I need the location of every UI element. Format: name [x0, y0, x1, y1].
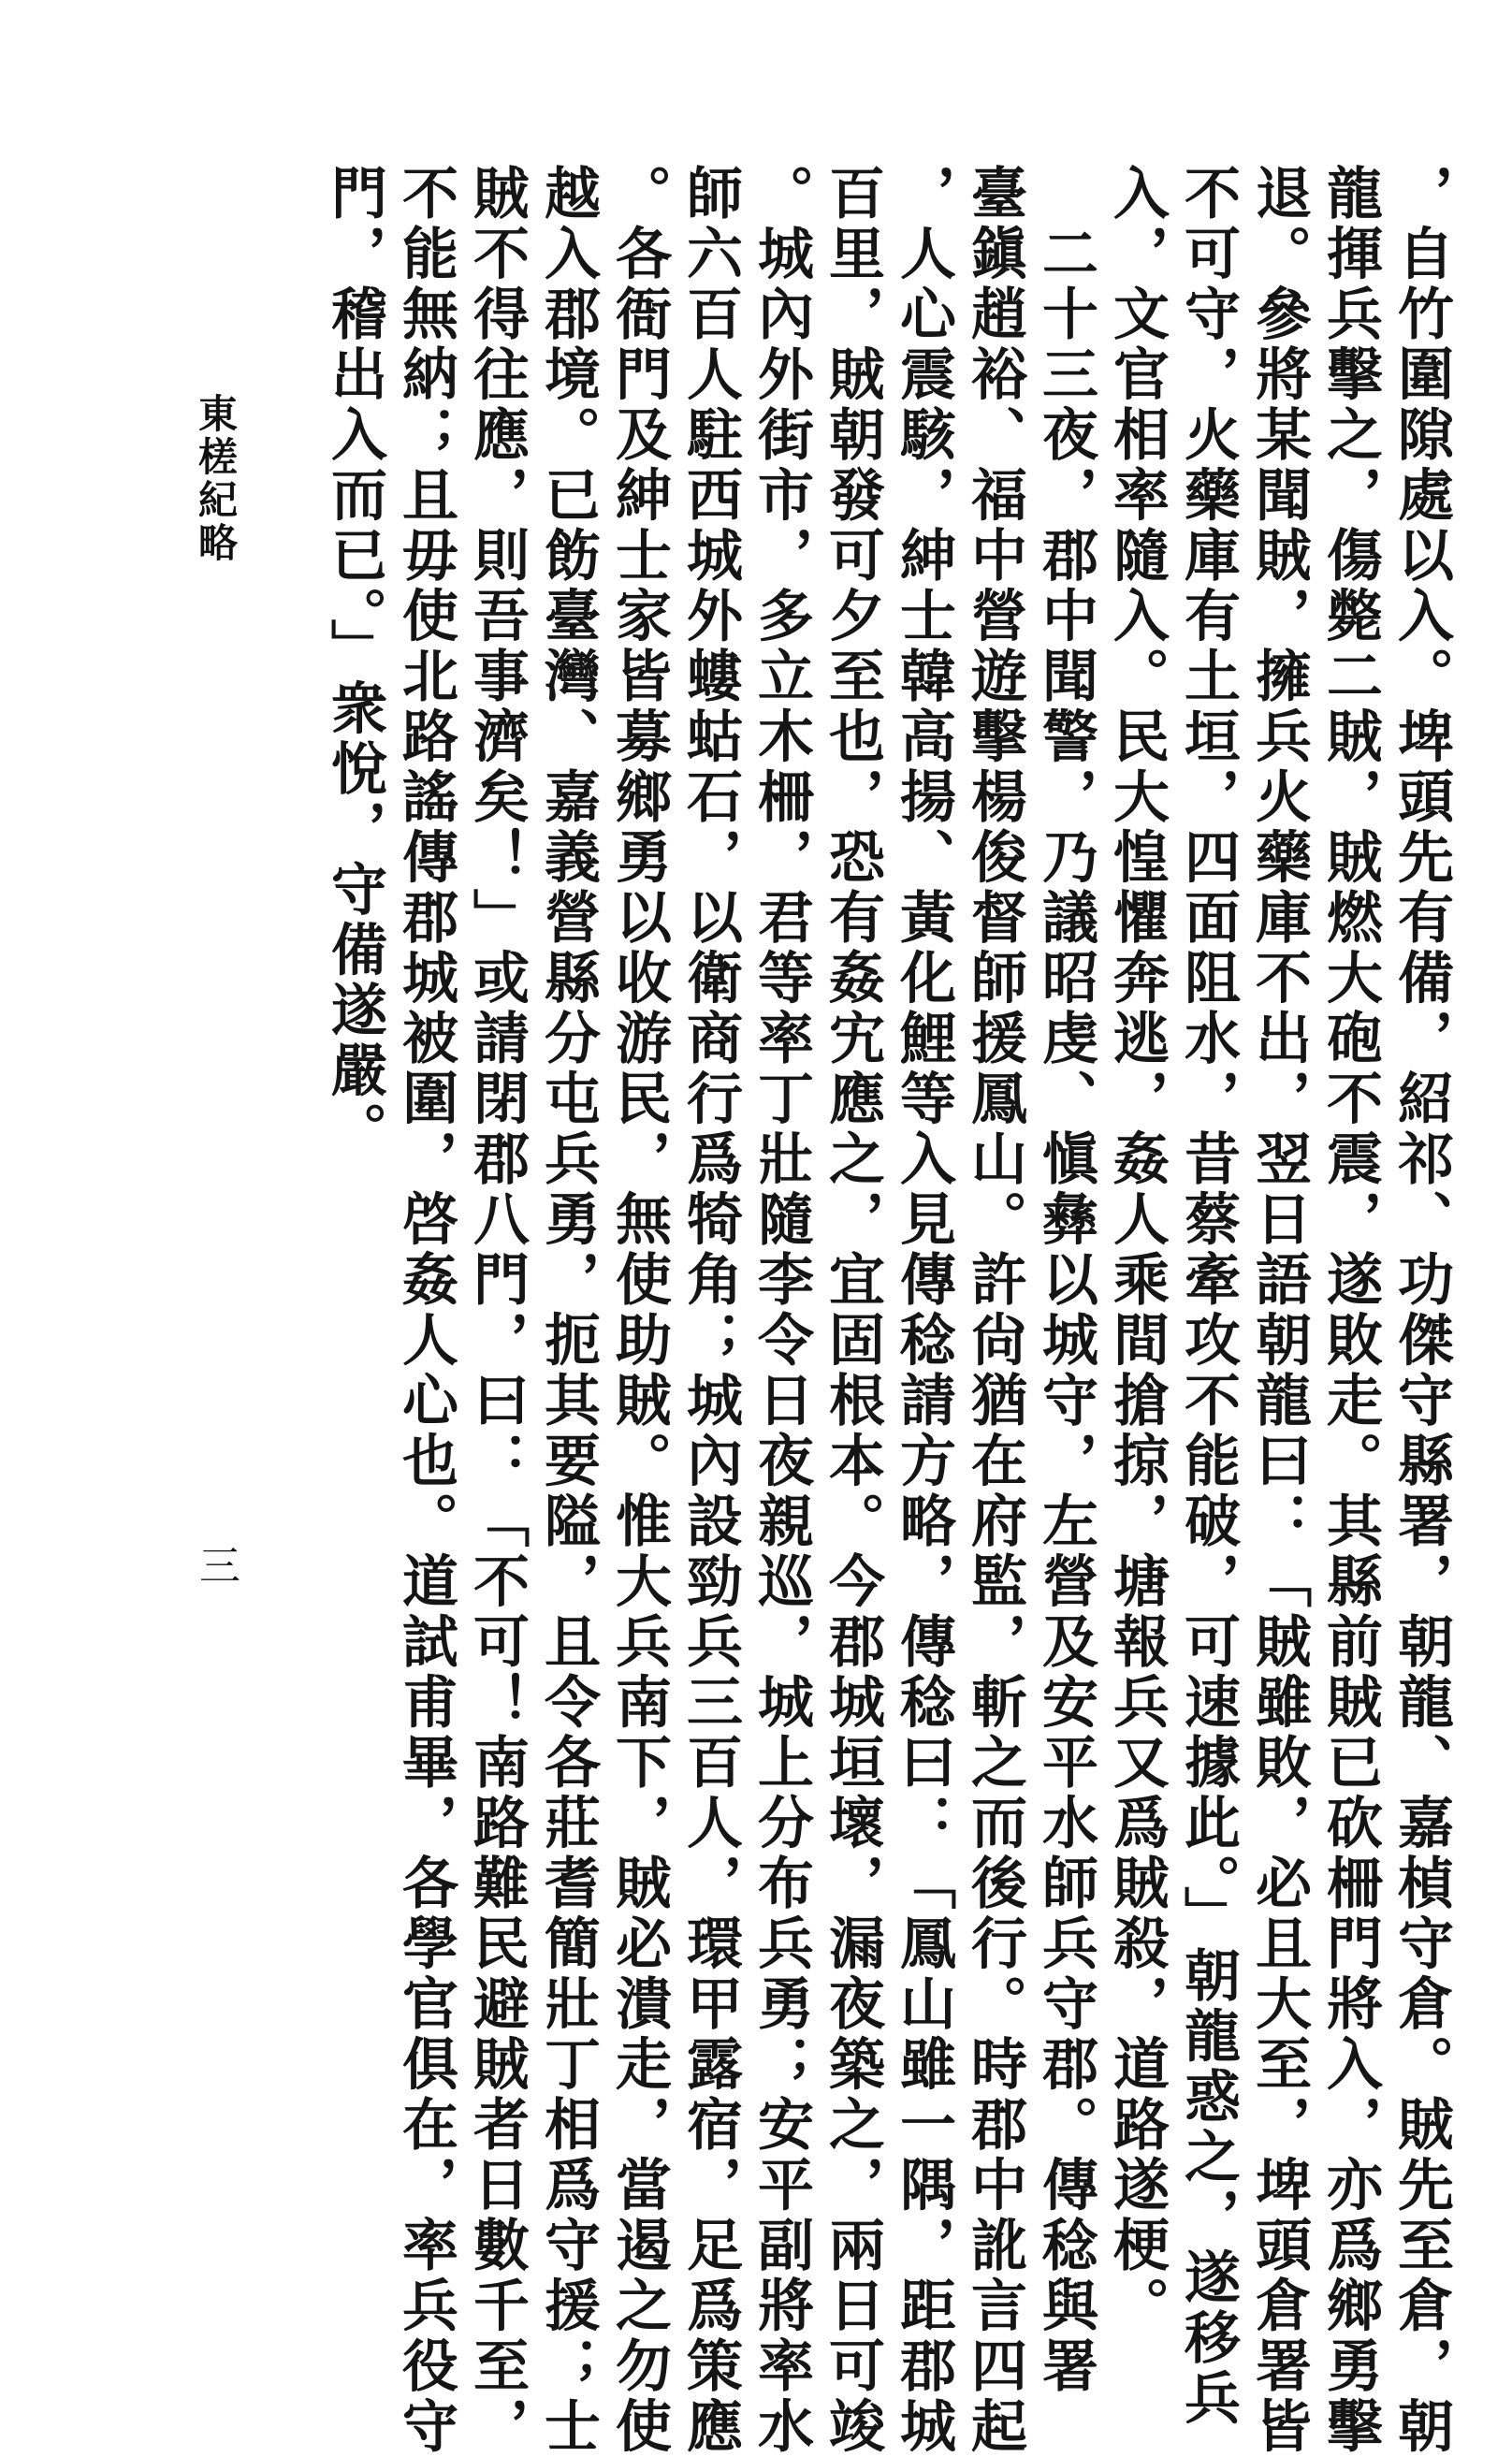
text-column: 入，文官相率隨入。民大惶懼奔逃，姦人乘間搶掠，塘報兵又爲賊殺，道路遂梗。 [1104, 164, 1170, 2336]
text-column: 越入郡境。已飭臺灣、嘉義營縣分屯兵勇，扼其要隘，且令各莊耆簡壯丁相爲守援；士 [535, 164, 601, 2457]
text-column: 不可守，火藥庫有土垣，四面阻水，昔蔡牽攻不能破，可速據此。」朝龍惑之，遂移兵 [1175, 164, 1241, 2429]
page-number: 三 [192, 1544, 240, 1585]
text-column: 百里，賊朝發可夕至也，恐有姦宄應之，宜固根本。今郡城垣壞，漏夜築之，兩日可竣 [820, 164, 885, 2457]
text-column: 二十三夜，郡中聞警，乃議昭虔、愼彝以城守，左營及安平水師兵守郡。傳稔與署 [1033, 164, 1098, 2397]
text-column: 賊不得往應，則吾事濟矣！」或請閉郡八門，曰：「不可！南路難民避賊者日數千至， [464, 164, 530, 2457]
text-column: ，自竹圍隙處以入。埤頭先有備，紹祁、功傑守縣署，朝龍、嘉楨守倉。賊先至倉，朝 [1388, 164, 1454, 2457]
text-column: 師六百人駐西城外螻蛄石，以衛商行爲犄角；城內設勁兵三百人，環甲露宿，足爲策應 [677, 164, 743, 2457]
text-column: ，人心震駭，紳士韓高揚、黃化鯉等入見傳稔請方略，傳稔曰：「鳳山雖一隅，距郡城 [891, 164, 956, 2457]
text-column: 不能無納；且毋使北路謠傳郡城被圍，啓姦人心也。道試甫畢，各學官俱在，率兵役守 [393, 164, 458, 2457]
text-column: 。各衙門及紳士家皆募鄉勇以收游民，無使助賊。惟大兵南下，賊必潰走，當遏之勿使 [606, 164, 672, 2457]
text-column: 龍揮兵擊之，傷斃二賊，賊燃大砲不震，遂敗走。其縣前賊已砍柵門將入，亦爲鄉勇擊 [1317, 164, 1383, 2457]
text-column: 臺鎭趙裕、福中營遊擊楊俊督師援鳳山。許尙猶在府監，斬之而後行。時郡中訛言四起 [962, 164, 1027, 2457]
running-header: 東槎紀略 [193, 393, 239, 565]
text-column: 門，稽出入而已。」衆悅，守備遂嚴。 [322, 164, 387, 1162]
text-column: 。城內外街市，多立木柵，君等率丁壯隨李令日夜親巡，城上分布兵勇；安平副將率水 [749, 164, 814, 2457]
text-column: 退。參將某聞賊，擁兵火藥庫不出，翌日語朝龍曰：「賊雖敗，必且大至，埤頭倉署皆 [1246, 164, 1312, 2457]
